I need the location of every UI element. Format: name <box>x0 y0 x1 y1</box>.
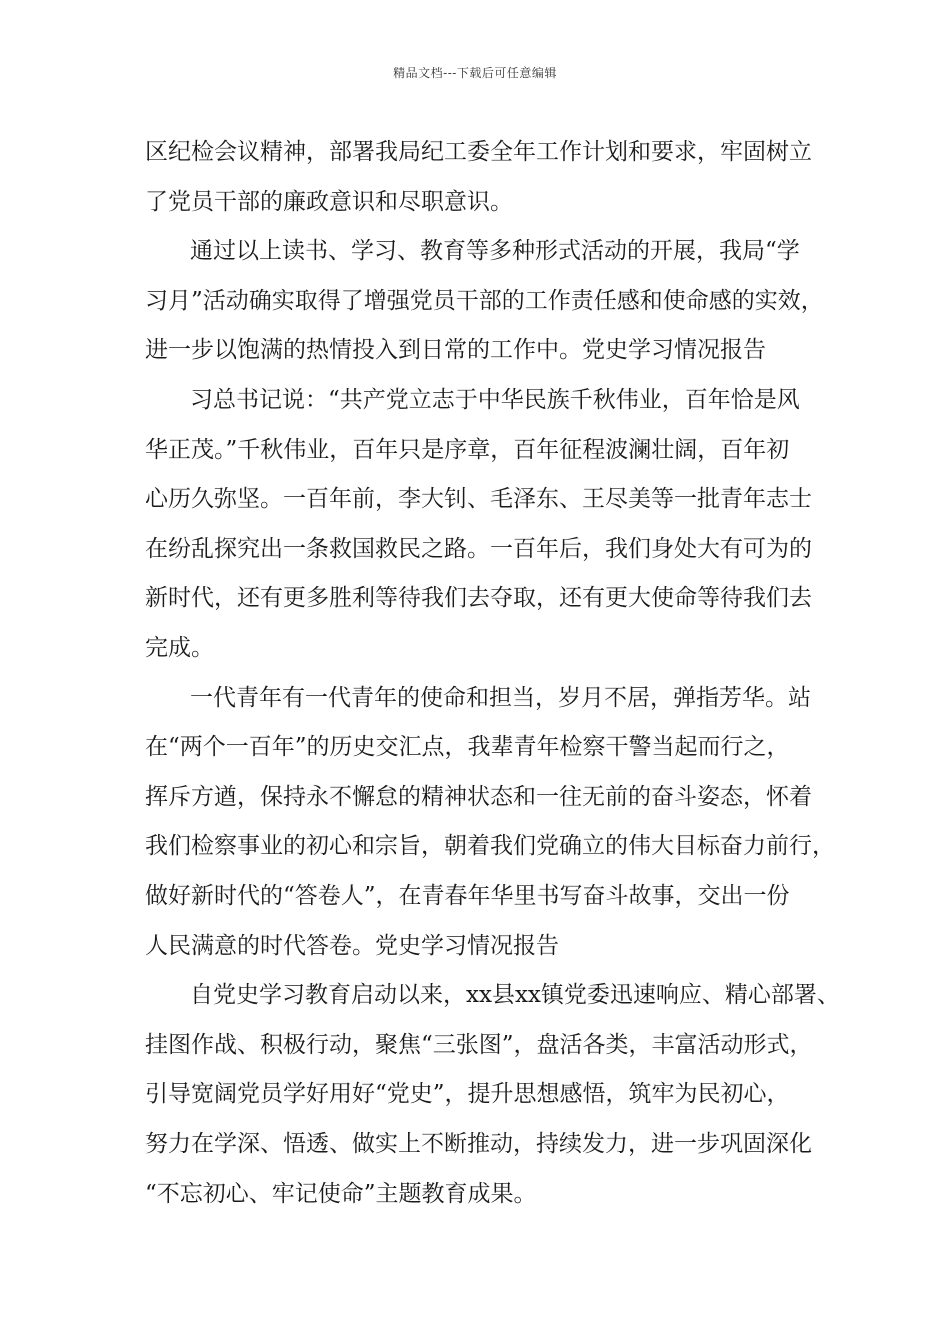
page-header: 精品文档---下载后可任意编辑 <box>393 66 557 80</box>
text-line: 了党员干部的廉政意识和尽职意识。 <box>145 189 513 215</box>
text-line: 新时代，还有更多胜利等待我们去夺取，还有更大使命等待我们去 <box>145 585 812 611</box>
text-line: 我们检察事业的初心和宗旨，朝着我们党确立的伟大目标奋力前行， <box>145 833 835 859</box>
text-line: 做好新时代的“答卷人”，在青春年华里书写奋斗故事，交出一份 <box>145 883 790 909</box>
text-line: 心历久弥坚。一百年前，李大钊、毛泽东、王尽美等一批青年志士 <box>145 486 812 512</box>
text-line: 习月”活动确实取得了增强党员干部的工作责任感和使命感的实效， <box>145 288 824 314</box>
text-line: 完成。 <box>145 635 214 661</box>
text-line: 区纪检会议精神，部署我局纪工委全年工作计划和要求，牢固树立 <box>145 139 812 165</box>
text-line: 华正茂。”千秋伟业，百年只是序章，百年征程波澜壮阔，百年初 <box>145 437 790 463</box>
text-line: 通过以上读书、学习、教育等多种形式活动的开展，我局“学 <box>190 238 800 264</box>
text-line: 自党史学习教育启动以来，xx县xx镇党委迅速响应、精心部署、 <box>190 982 840 1008</box>
text-line: 进一步以饱满的热情投入到日常的工作中。党史学习情况报告 <box>145 337 766 363</box>
text-line: 在纷乱探究出一条救国救民之路。一百年后，我们身处大有可为的 <box>145 536 812 562</box>
text-line: “不忘初心、牢记使命”主题教育成果。 <box>145 1181 537 1207</box>
text-line: 引导宽阔党员学好用好“党史”，提升思想感悟，筑牢为民初心， <box>145 1081 790 1107</box>
text-line: 努力在学深、悟透、做实上不断推动，持续发力，进一步巩固深化 <box>145 1131 812 1157</box>
text-line: 在“两个一百年”的历史交汇点，我辈青年检察干警当起而行之， <box>145 734 790 760</box>
text-line: 一代青年有一代青年的使命和担当，岁月不居，弹指芳华。站 <box>190 685 811 711</box>
text-line: 挂图作战、积极行动，聚焦“三张图”，盘活各类，丰富活动形式， <box>145 1032 813 1058</box>
text-line: 挥斥方遒，保持永不懈怠的精神状态和一往无前的奋斗姿态，怀着 <box>145 784 812 810</box>
text-line: 人民满意的时代答卷。党史学习情况报告 <box>145 933 559 959</box>
text-line: 习总书记说：“共产党立志于中华民族千秋伟业，百年恰是风 <box>190 387 800 413</box>
